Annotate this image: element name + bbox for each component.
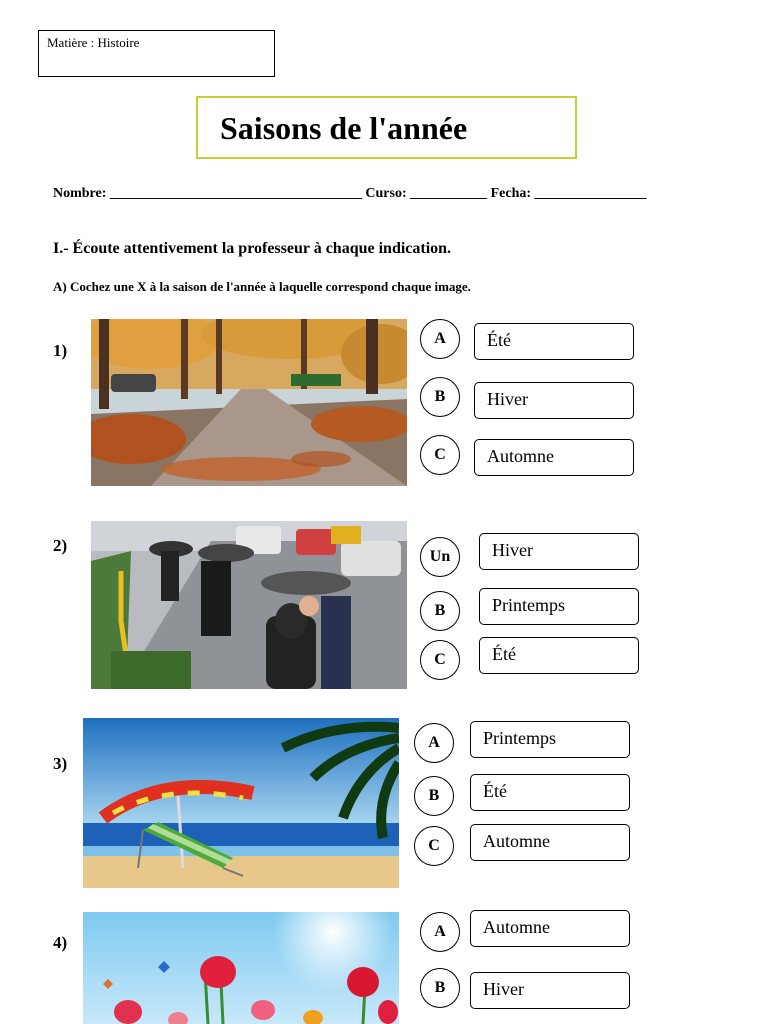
question-2-option-a-circle[interactable] (420, 537, 460, 577)
option-letter: C (428, 837, 440, 854)
question-3-option-b-circle[interactable] (414, 776, 454, 816)
question-1-option-b-label[interactable]: Hiver (474, 382, 634, 419)
option-letter: A (428, 734, 440, 751)
option-letter: Un (429, 548, 451, 565)
question-1-number: 1) (53, 341, 68, 360)
question-1-option-c-label[interactable]: Automne (474, 439, 634, 476)
question-1-option-b-circle[interactable] (420, 377, 460, 417)
question-3-option-b-label[interactable]: Été (470, 774, 630, 811)
question-3-option-c-label[interactable]: Automne (470, 824, 630, 861)
question-2-number: 2) (53, 536, 68, 555)
student-info-line: Nombre: ____________________________________ Curso: ___________ Fecha: ________________ (53, 186, 647, 201)
option-letter: A (434, 923, 446, 940)
option-letter: A (434, 330, 446, 347)
subject-box (38, 30, 275, 77)
subject-label: Matière : Histoire (47, 35, 140, 50)
question-3-option-a-circle[interactable] (414, 723, 454, 763)
question-4-option-b-circle[interactable] (420, 968, 460, 1008)
option-letter: B (434, 388, 446, 405)
question-2-option-c-circle[interactable] (420, 640, 460, 680)
option-letter: B (434, 979, 446, 996)
question-3-option-a-label[interactable]: Printemps (470, 721, 630, 758)
question-2-option-c-label[interactable]: Été (479, 637, 639, 674)
option-letter: B (434, 602, 446, 619)
section-instruction: A) Cochez une X à la saison de l'année à laquelle correspond chaque image. (53, 279, 471, 294)
option-letter: B (428, 787, 440, 804)
question-2-image (91, 521, 407, 689)
question-2-option-a-label[interactable]: Hiver (479, 533, 639, 570)
question-2-option-b-label[interactable]: Printemps (479, 588, 639, 625)
question-4-number: 4) (53, 933, 68, 952)
question-1-option-a-circle[interactable] (420, 319, 460, 359)
page-title: Saisons de l'année (196, 96, 577, 159)
option-letter: C (434, 651, 446, 668)
question-4-option-b-label[interactable]: Hiver (470, 972, 630, 1009)
question-3-option-c-circle[interactable] (414, 826, 454, 866)
question-3-image (83, 718, 399, 888)
question-4-option-a-label[interactable]: Automne (470, 910, 630, 947)
question-4-option-a-circle[interactable] (420, 912, 460, 952)
section-heading: I.- Écoute attentivement la professeur à chaque indication. (53, 240, 452, 257)
question-1-image (91, 319, 407, 486)
question-2-option-b-circle[interactable] (420, 591, 460, 631)
question-1-option-c-circle[interactable] (420, 435, 460, 475)
question-3-number: 3) (53, 754, 68, 773)
question-1-option-a-label[interactable]: Été (474, 323, 634, 360)
question-4-image (83, 912, 399, 1024)
option-letter: C (434, 446, 446, 463)
